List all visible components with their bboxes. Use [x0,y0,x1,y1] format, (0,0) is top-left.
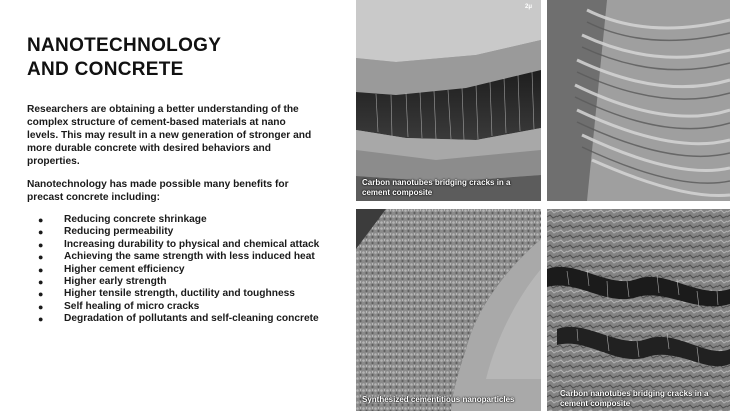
list-item [27,276,327,288]
list-item-text: Reducing concrete shrinkage [64,214,207,225]
micrograph-graphic [356,0,541,201]
list-item [27,226,327,238]
bullet-icon: ● [38,239,44,250]
list-item [27,288,327,300]
list-item-text: Achieving the same strength with less induced heat [64,251,315,263]
image-caption: Carbon nanotubes bridging cracks in a cement composite [560,389,709,408]
sem-image-layered-structure [547,0,730,201]
list-item [27,264,327,276]
page-title [27,34,221,82]
micrograph-graphic [547,209,730,411]
title-line-2: AND CONCRETE [27,59,184,80]
bullet-icon: ● [38,264,44,275]
scale-label: 2μ [524,4,532,10]
list-item-text: Higher early strength [64,276,167,288]
micrograph-graphic [356,209,541,411]
intro-paragraph: Researchers are obtaining a better understanding of the complex structure of cement-based materials at nano levels. This may result in a new generation of stronger and more durable concrete with desired behaviors and properties. [27,104,312,167]
bullet-icon: ● [38,252,44,263]
sem-image-nanotubes-crack [356,0,541,201]
title-line-1: NANOTECHNOLOGY [27,35,222,56]
list-item [27,239,327,251]
bullet-icon: ● [38,289,44,300]
list-item [27,301,327,313]
image-caption: Carbon nanotubes bridging cracks in a cement composite [362,178,511,197]
list-item [27,313,327,325]
list-item-text: Increasing durability to physical and chemical attack [64,238,320,250]
list-item-text: Reducing permeability [64,226,174,238]
list-item [27,214,327,226]
bullet-icon: ● [38,277,44,288]
list-item [27,251,327,263]
sem-image-nanotubes-bridging [547,209,730,411]
list-item-text: Higher tensile strength, ductility and toughness [64,288,295,300]
image-caption: Synthesized cementitious nanoparticles [362,395,515,404]
benefits-list [27,214,327,326]
benefits-intro: Nanotechnology has made possible many benefits for precast concrete including: [27,179,289,203]
list-item-text: Higher cement efficiency [64,263,185,275]
bullet-icon: ● [38,314,44,325]
sem-image-nanoparticles [356,209,541,411]
list-item-text: Degradation of pollutants and self-cleaning concrete [64,313,319,325]
bullet-icon: ● [38,215,44,225]
bullet-icon: ● [38,227,44,238]
list-item-text: Self healing of micro cracks [64,300,200,312]
micrograph-graphic [547,0,730,201]
bullet-icon: ● [38,301,44,312]
